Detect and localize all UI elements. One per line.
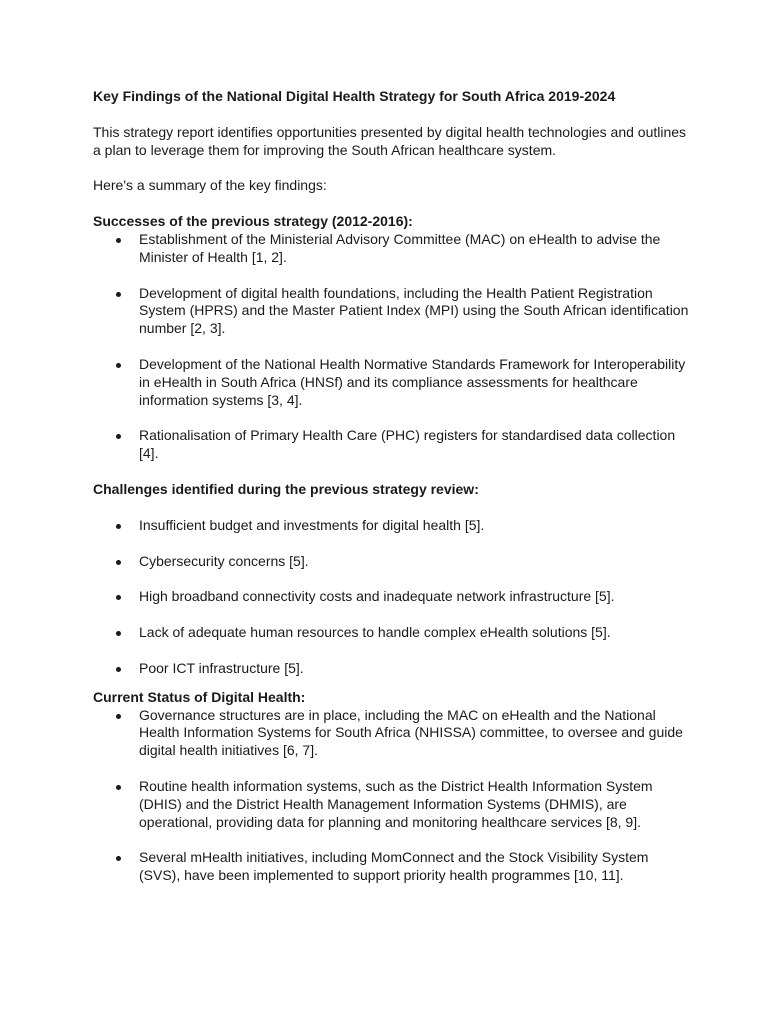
section-heading-successes: Successes of the previous strategy (2012-2016): (93, 213, 413, 230)
bullet-icon (116, 667, 121, 672)
list-item-text: Several mHealth initiatives, including MomConnect and the Stock Visibility System (SVS), have been implemented to support priority health programmes [10, 11]. (139, 849, 649, 884)
list-item (93, 356, 693, 409)
bullet-icon (116, 595, 121, 600)
challenges-list (93, 517, 693, 678)
list-item-text: Routine health information systems, such as the District Health Information System (DHIS) and the District Health Management Information Systems (DHMIS), are operational, providing data for planning and monitoring healthcare services [8, 9]. (139, 777, 653, 830)
intro-paragraph: This strategy report identifies opportunities presented by digital health technologies and outlines a plan to leverage them for improving the South African healthcare system. (93, 123, 687, 158)
list-item (93, 231, 693, 267)
bullet-icon (116, 363, 121, 368)
list-item-text: Poor ICT infrastructure [5]. (139, 659, 304, 676)
list-item (93, 778, 693, 831)
list-item (93, 517, 693, 535)
list-item (93, 707, 693, 760)
list-item-text: Cybersecurity concerns [5]. (139, 552, 309, 569)
list-item-text: Rationalisation of Primary Health Care (PHC) registers for standardised data collection [4]. (139, 427, 676, 462)
bullet-icon (116, 856, 121, 861)
list-item (93, 660, 693, 678)
list-item-text: Development of digital health foundations, including the Health Patient Registration System (HPRS) and the Master Patient Index (MPI) using the South African identification number [2, 3]. (139, 284, 689, 337)
list-item-text: Development of the National Health Normative Standards Framework for Interoperability in eHealth in South Africa (HNSf) and its compliance assessments for healthcare information systems [3, 4]. (139, 355, 686, 408)
bullet-icon (116, 434, 121, 439)
successes-list (93, 231, 693, 463)
list-item-text: Lack of adequate human resources to handle complex eHealth solutions [5]. (139, 624, 611, 641)
section-heading-current-status: Current Status of Digital Health: (93, 688, 306, 705)
list-item (93, 427, 693, 463)
list-item (93, 624, 693, 642)
document-title: Key Findings of the National Digital Health Strategy for South Africa 2019-2024 (93, 88, 616, 104)
bullet-icon (116, 631, 121, 636)
list-item-text: Governance structures are in place, including the MAC on eHealth and the National Health Information Systems for South Africa (NHISSA) committee, to oversee and guide digital health initiatives [6, 7]. (139, 706, 683, 759)
bullet-icon (116, 238, 121, 243)
list-item (93, 588, 693, 606)
bullet-icon (116, 785, 121, 790)
bullet-icon (116, 560, 121, 565)
list-item (93, 285, 693, 338)
bullet-icon (116, 292, 121, 297)
list-item-text: Insufficient budget and investments for digital health [5]. (139, 516, 485, 533)
bullet-icon (116, 714, 121, 719)
list-item (93, 849, 693, 885)
summary-line: Here's a summary of the key findings: (93, 177, 327, 194)
list-item (93, 553, 693, 571)
document-page (93, 88, 693, 903)
bullet-icon (116, 524, 121, 529)
section-heading-challenges: Challenges identified during the previous strategy review: (93, 480, 479, 497)
current-status-list (93, 707, 693, 885)
list-item-text: Establishment of the Ministerial Advisory Committee (MAC) on eHealth to advise the Minister of Health [1, 2]. (139, 230, 661, 265)
list-item-text: High broadband connectivity costs and inadequate network infrastructure [5]. (139, 588, 615, 605)
